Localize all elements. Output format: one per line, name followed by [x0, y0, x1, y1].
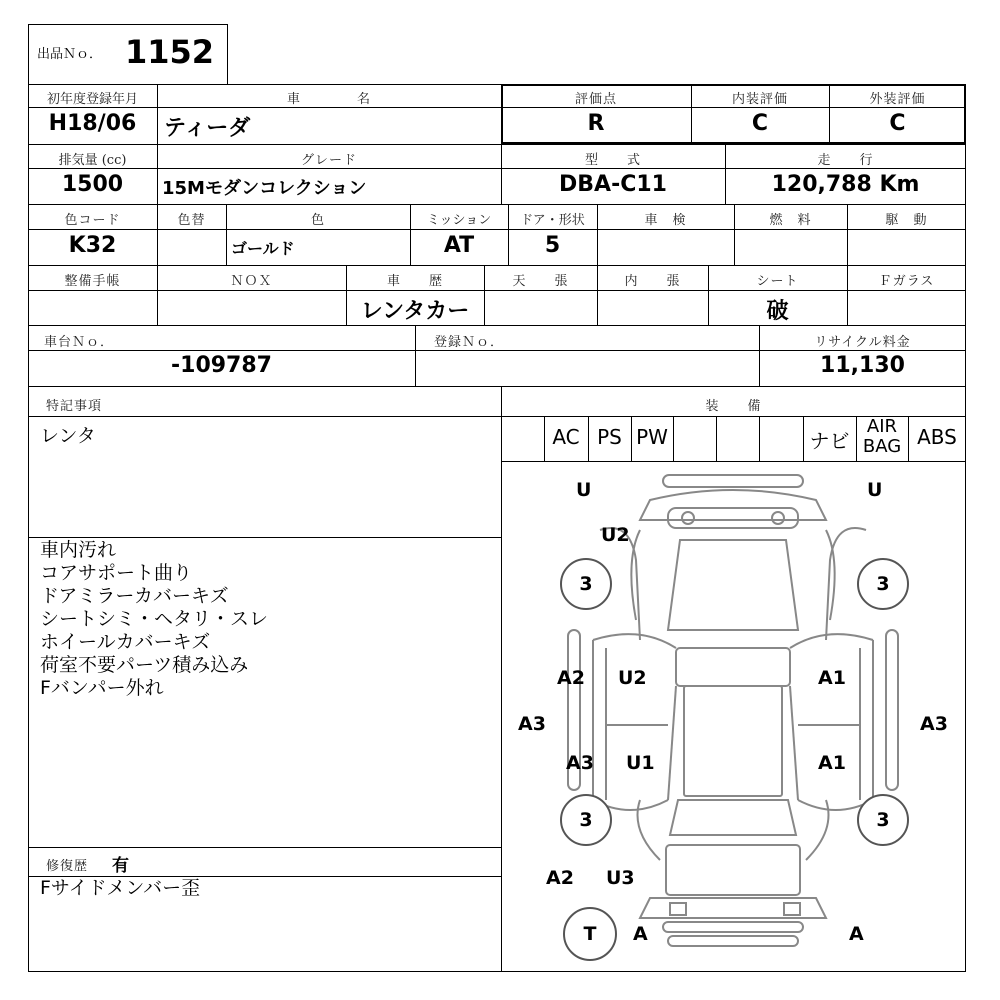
equipment-ac: AC	[552, 425, 580, 449]
first-reg-label: 初年度登録年月	[46, 92, 138, 107]
damage-right-rear-door: A1	[818, 752, 846, 774]
damage-rear-left: A2	[546, 867, 574, 889]
damage-hood: U2	[601, 524, 630, 546]
equipment-ps: PS	[597, 425, 622, 449]
recycle-fee-label: リサイクル料金	[814, 335, 911, 350]
car-diagram	[501, 462, 966, 972]
tire-front-left: 3	[560, 558, 612, 610]
list-item: シートシミ・ヘタリ・スレ	[40, 608, 269, 630]
model-value: DBA-C11	[559, 172, 667, 197]
fuel-label: 燃 料	[769, 213, 812, 228]
list-item: ホイールカバーキズ	[40, 631, 211, 653]
drive-label: 駆 動	[885, 213, 928, 228]
lot-label: 出品Ｎｏ．	[37, 47, 103, 62]
equipment-abs: ABS	[917, 425, 957, 449]
damage-left-side: A3	[518, 713, 546, 735]
displacement-value: 1500	[61, 172, 124, 197]
displacement-label: 排気量 (cc)	[58, 153, 127, 168]
ceiling-label: 天 張	[512, 274, 569, 289]
grade-label: グレード	[300, 153, 357, 168]
damage-rear-bumper-right: A	[849, 923, 864, 945]
interior-score-label: 内装評価	[731, 92, 788, 107]
list-item: 車内汚れ	[40, 539, 117, 561]
chassis-value: -109787	[171, 353, 272, 378]
color-change-label: 色替	[177, 213, 206, 228]
color-label: 色	[310, 213, 325, 228]
recycle-fee-value: 11,130	[820, 353, 905, 378]
lot-number: 1152	[125, 33, 215, 71]
spare-tire: T	[563, 907, 617, 961]
mileage-label: 走 行	[817, 153, 874, 168]
damage-front-right: U	[867, 479, 883, 501]
tire-front-right: 3	[857, 558, 909, 610]
damage-left-rear-door: A3	[566, 752, 594, 774]
notes-label: 特記事項	[46, 399, 103, 414]
door-value: 5	[544, 233, 561, 258]
damage-right-front-door: A1	[818, 667, 846, 689]
repair-detail: Fサイドメンバー歪	[40, 877, 201, 899]
color-value: ゴールド	[231, 239, 295, 258]
equipment-pw: PW	[636, 425, 668, 449]
mileage-value: 120,788 Km	[771, 172, 920, 197]
door-label: ドア・形状	[520, 213, 585, 228]
score-label: 評価点	[574, 92, 617, 107]
score-value: R	[587, 111, 605, 136]
tire-rear-left: 3	[560, 794, 612, 846]
list-item: Fバンパー外れ	[40, 677, 164, 699]
nox-label: ＮＯＸ	[230, 274, 273, 289]
glass-label: Ｆガラス	[878, 274, 935, 289]
registration-label: 登録Ｎｏ．	[434, 335, 505, 350]
inspection-label: 車 検	[644, 213, 687, 228]
interior-score-value: C	[751, 111, 769, 136]
chassis-label: 車台Ｎｏ．	[44, 335, 115, 350]
mission-label: ミッション	[426, 213, 492, 228]
damage-roof: U2	[618, 667, 647, 689]
equipment-navi: ナビ	[809, 429, 850, 453]
damage-rear-bumper-left: A	[633, 923, 648, 945]
grade-value: 15Mモダンコレクション	[162, 178, 367, 199]
repair-history-value: 有	[112, 856, 129, 876]
color-code-value: K32	[68, 233, 117, 258]
list-item: 荷室不要パーツ積み込み	[40, 654, 249, 676]
history-value: レンタカー	[360, 299, 470, 324]
model-label: 型 式	[584, 153, 641, 168]
damage-left-front-door: A2	[557, 667, 585, 689]
damage-right-side: A3	[920, 713, 948, 735]
seat-label: シート	[756, 274, 799, 289]
damage-front-left: U	[576, 479, 592, 501]
maintenance-label: 整備手帳	[64, 274, 121, 289]
interior-trim-label: 内 張	[624, 274, 681, 289]
notes-list	[40, 539, 268, 700]
notes-top: レンタ	[40, 425, 96, 447]
exterior-score-label: 外装評価	[869, 92, 926, 107]
exterior-score-value: C	[889, 111, 906, 136]
tire-rear-right: 3	[857, 794, 909, 846]
seat-value: 破	[766, 299, 789, 324]
list-item: ドアミラーカバーキズ	[40, 585, 229, 607]
repair-history-label: 修復歴	[46, 859, 89, 874]
lot-box	[28, 24, 228, 85]
color-code-label: 色コード	[64, 213, 121, 228]
damage-trunk: U3	[606, 867, 635, 889]
equipment-airbag: AIR BAG	[862, 416, 902, 457]
history-label: 車 歴	[386, 274, 443, 289]
equipment-label: 装 備	[705, 399, 762, 414]
damage-cabin-rear: U1	[626, 752, 655, 774]
list-item: コアサポート曲り	[40, 562, 193, 584]
first-reg-value: H18/06	[48, 111, 137, 136]
mission-value: AT	[443, 233, 475, 258]
car-name-value: ティーダ	[164, 116, 251, 141]
car-name-label: 車 名	[286, 92, 371, 107]
